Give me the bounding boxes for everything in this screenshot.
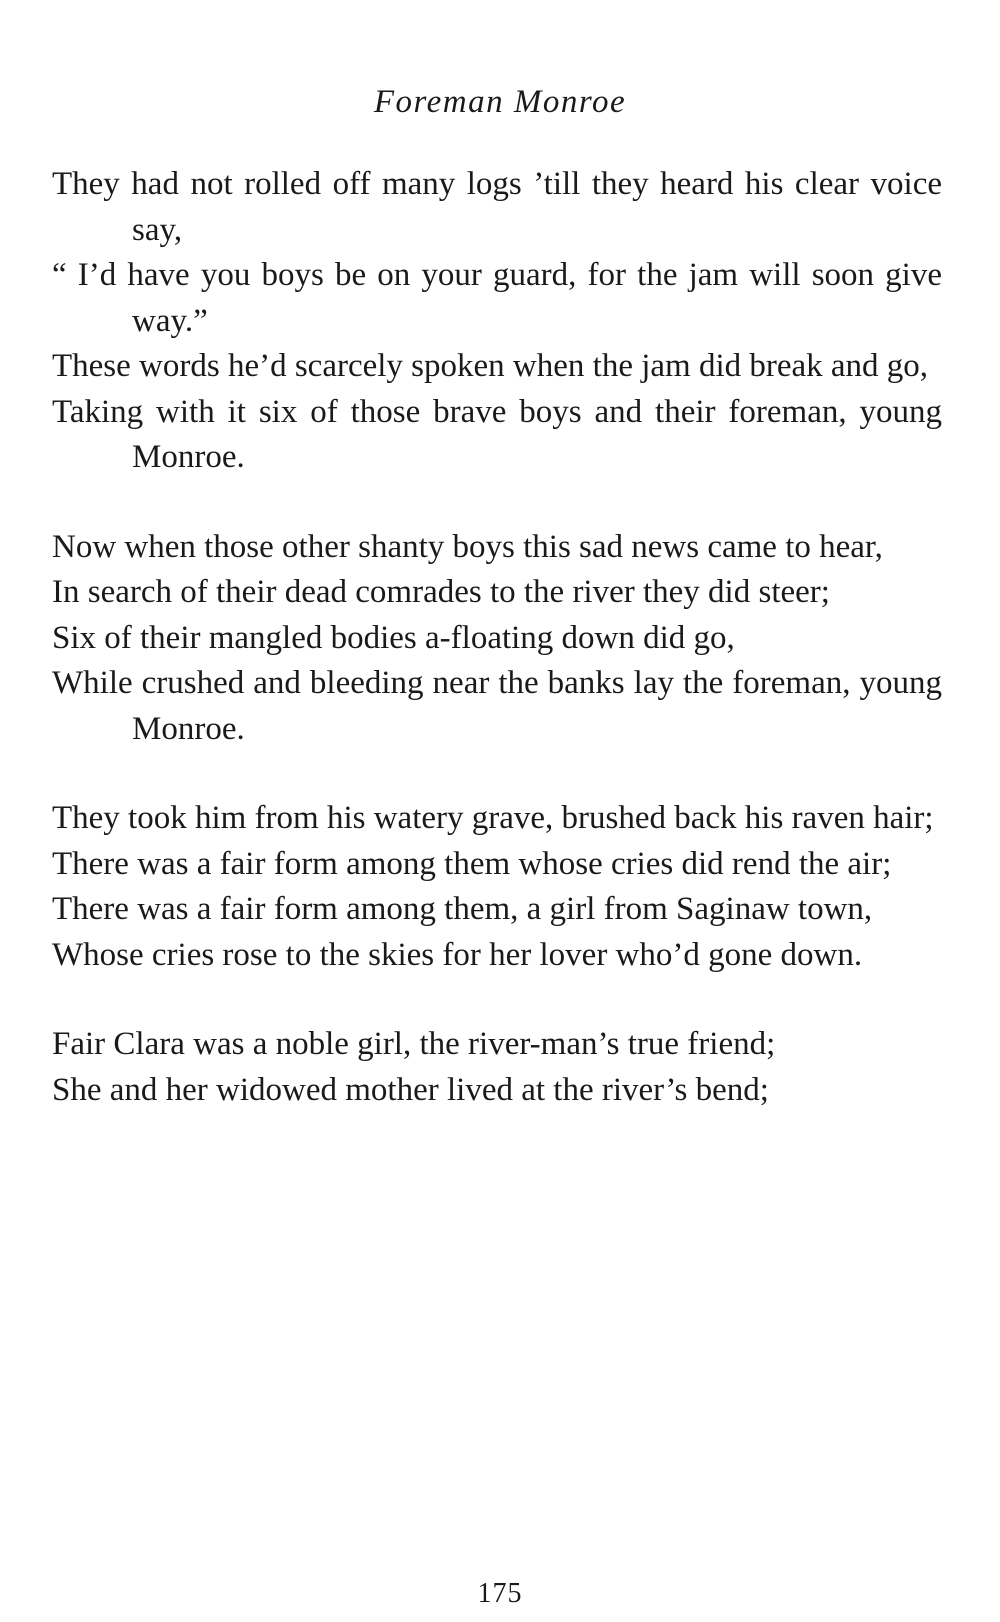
verse-line: Now when those other shanty boys this sad news came to hear, xyxy=(52,528,883,565)
stanza-4 xyxy=(52,1022,942,1113)
verse-line: Whose cries rose to the skies for her lover who’d gone down. xyxy=(52,936,863,973)
verse-line: Fair Clara was a noble girl, the river-man’s true friend; xyxy=(52,1026,776,1062)
verse-line: These words he’d scarcely spoken when the jam did break and go, xyxy=(52,348,929,384)
verse-line: They had not rolled off many logs ’till they heard his clear voice say, xyxy=(52,166,942,248)
stanza-2 xyxy=(52,525,942,753)
verse-line: While crushed and bleeding near the banks lay the foreman, young Monroe. xyxy=(52,665,942,747)
page-number: 175 xyxy=(477,1578,523,1609)
verse-line: Six of their mangled bodies a-floating down did go, xyxy=(52,619,735,656)
stanza-1 xyxy=(52,162,942,481)
running-head: Foreman Monroe xyxy=(373,84,627,120)
stanza-3 xyxy=(52,796,942,978)
verse-line: There was a fair form among them, a girl from Saginaw town, xyxy=(52,891,873,927)
verse-line: Taking with it six of those brave boys and their foreman, young Monroe. xyxy=(52,393,942,475)
verse-line: “ I’d have you boys be on your guard, for the jam will soon give way.” xyxy=(52,257,942,339)
verse-line: They took him from his watery grave, brushed back his raven hair; xyxy=(52,800,934,836)
verse-line: In search of their dead comrades to the river they did steer; xyxy=(52,574,830,610)
verse-line: She and her widowed mother lived at the river’s bend; xyxy=(52,1071,769,1108)
verse-line: There was a fair form among them whose cries did rend the air; xyxy=(52,845,892,882)
poem-text xyxy=(52,162,942,1157)
